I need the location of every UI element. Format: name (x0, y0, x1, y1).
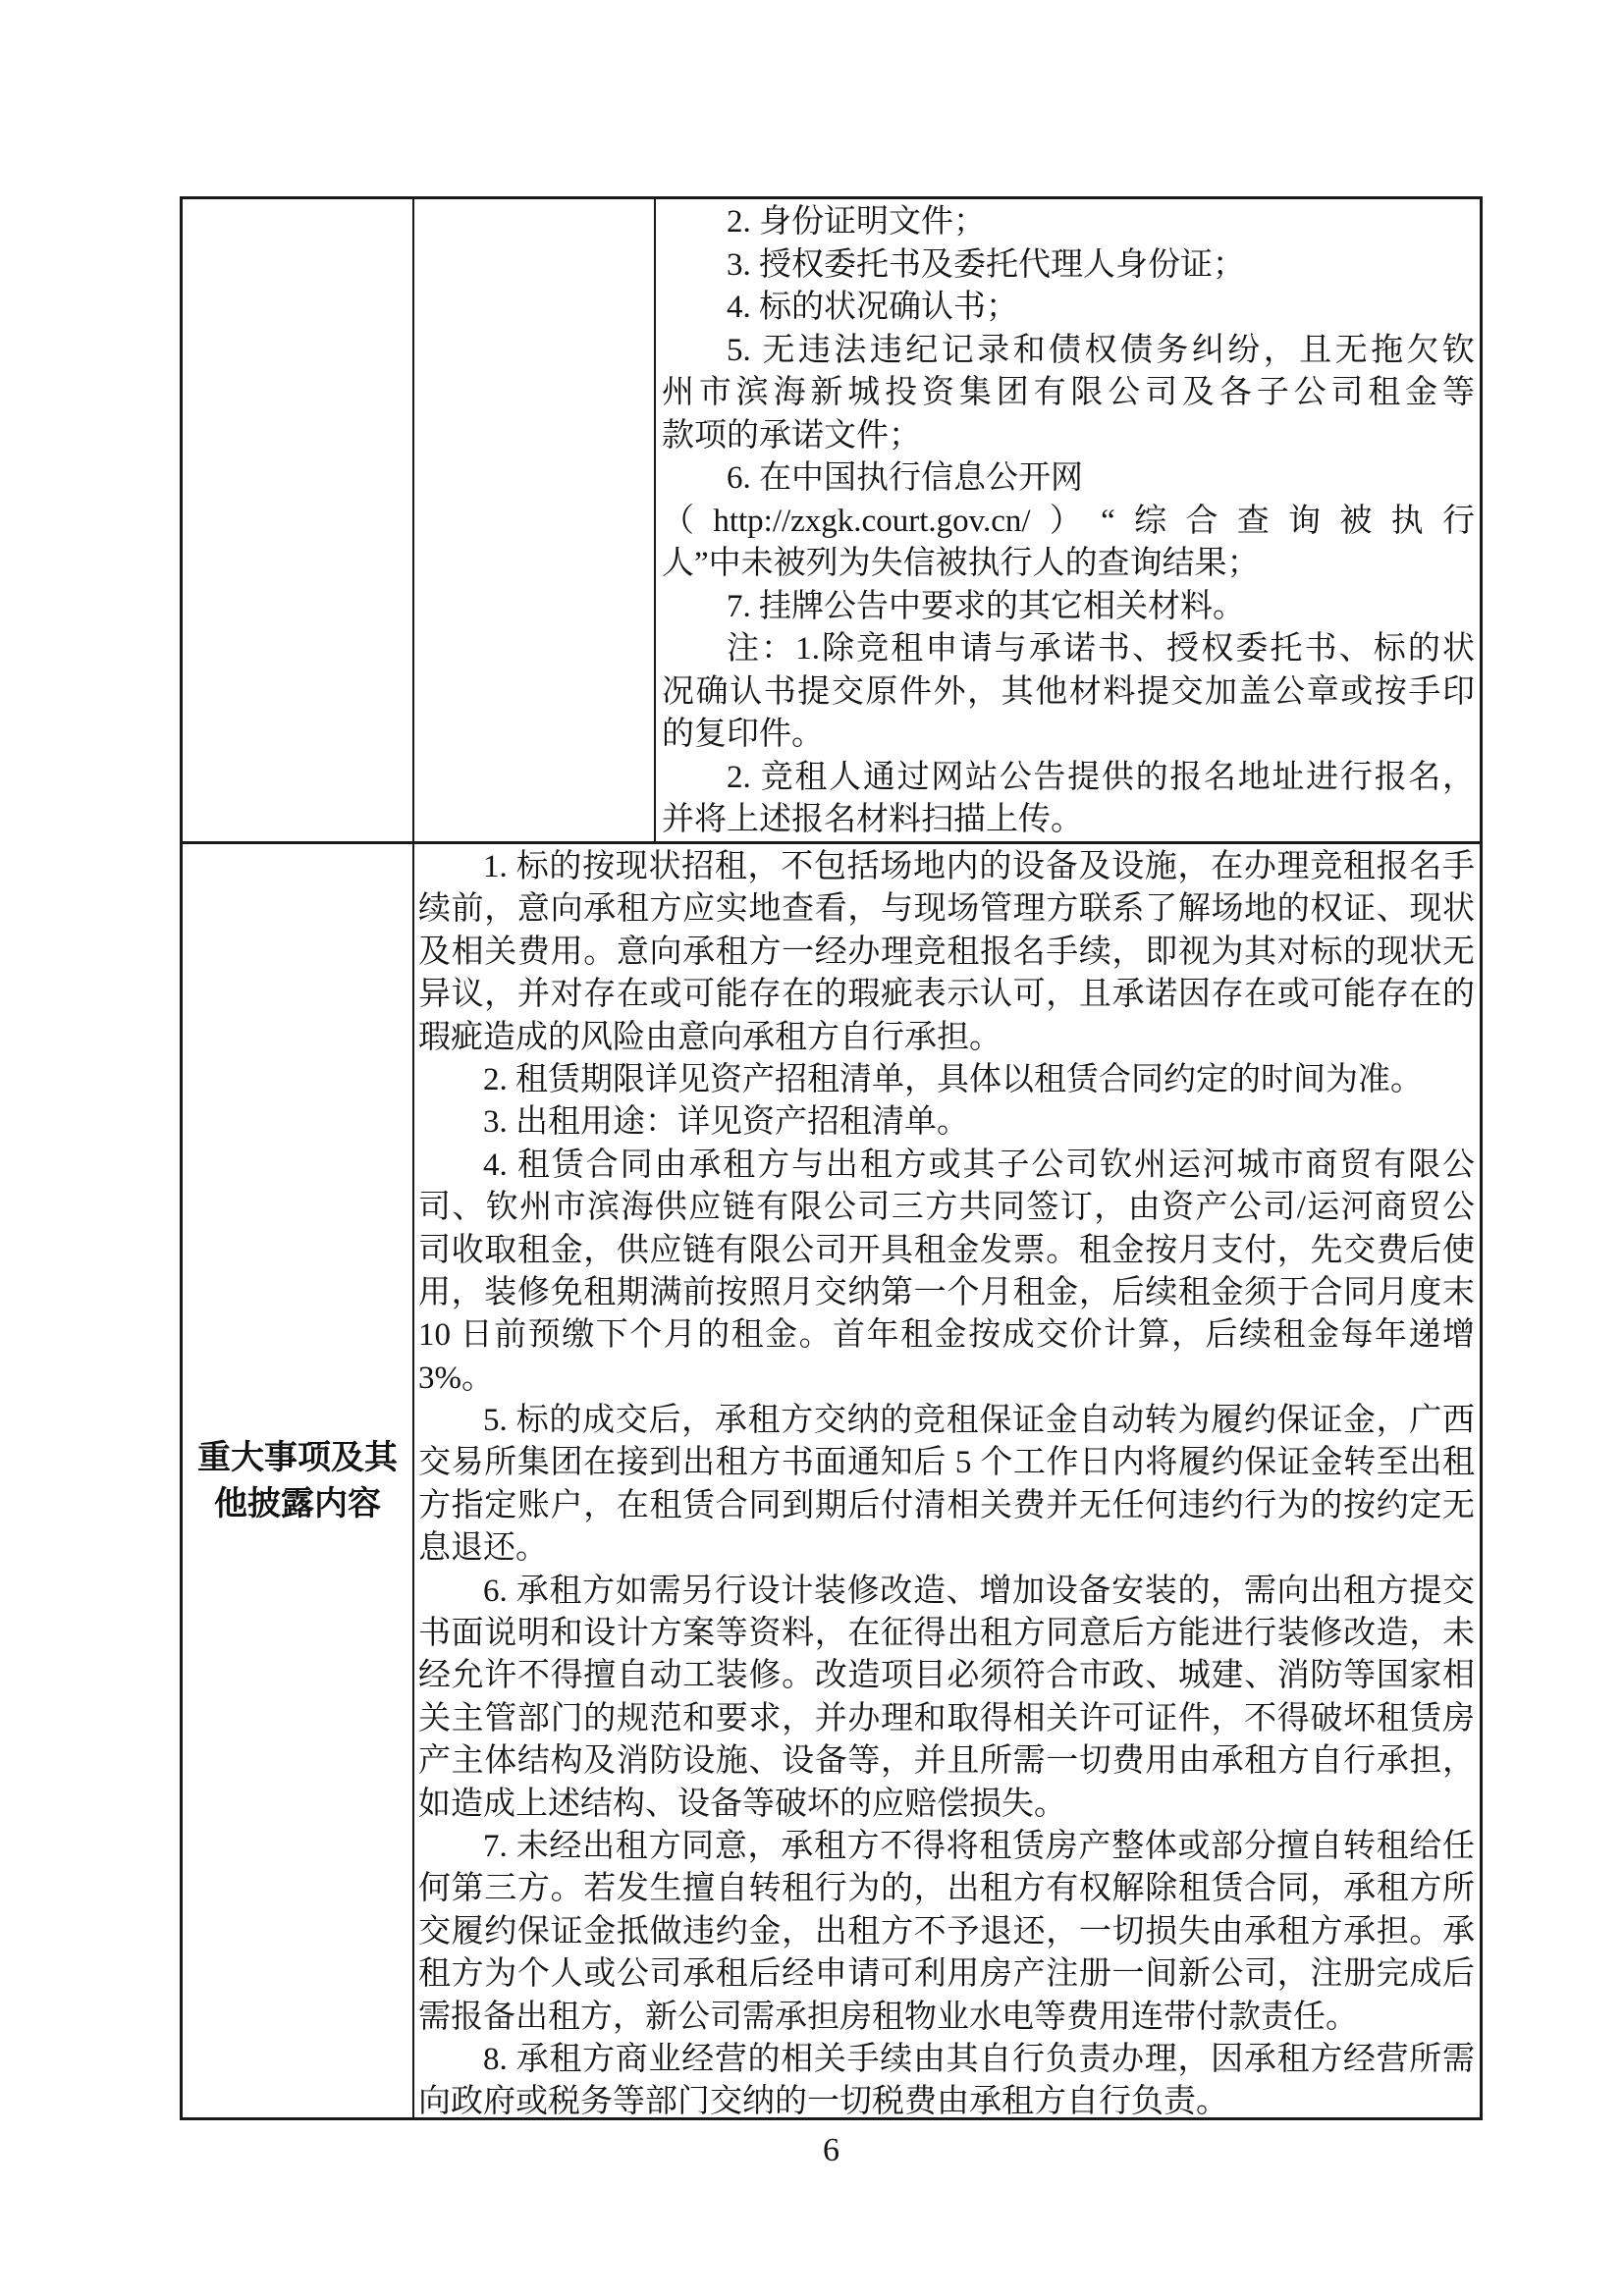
text-line: 司、钦州市滨海供应链有限公司三方共同签订，由资产公司/运河商贸公 (418, 1190, 1475, 1226)
text-line: 需报备出租方，新公司需承担房租物业水电等费用连带付款责任。 (418, 1999, 1358, 2035)
text-line: 如造成上述结构、设备等破坏的应赔偿损失。 (418, 1786, 1066, 1822)
text-line: 及相关费用。意向承租方一经办理竞租报名手续，即视为其对标的现状无 (418, 934, 1475, 970)
text-line: 7. 未经出租方同意，承租方不得将租赁房产整体或部分擅自转租给任 (483, 1828, 1475, 1864)
text-line: 5. 标的成交后，承租方交纳的竞租保证金自动转为履约保证金，广西 (483, 1403, 1475, 1439)
row-header-label: 重大事项及其 (197, 1438, 398, 1476)
text-line: 10 日前预缴下个月的租金。首年租金按成交价计算，后续租金每年递增 (418, 1317, 1475, 1354)
table-vertical-divider-2 (654, 199, 656, 841)
text-line: 产主体结构及消防设施、设备等，并且所需一切费用由承租方自行承担， (418, 1743, 1475, 1780)
text-line: 何第三方。若发生擅自转租行为的，出租方有权解除租赁合同，承租方所 (418, 1871, 1475, 1907)
text-line: 交履约保证金抵做违约金，出租方不予退还，一切损失由承租方承担。承 (418, 1913, 1475, 1949)
text-line: 7. 挂牌公告中要求的其它相关材料。 (727, 588, 1245, 624)
text-line: （http://zxgk.court.gov.cn/）“综合查询被执行 (662, 503, 1475, 539)
row-header-cell (183, 844, 412, 2117)
lower-row-content-cell (418, 846, 1475, 2124)
page-number: 6 (823, 2132, 839, 2168)
text-line: 息退还。 (418, 1530, 548, 1567)
text-line: 6. 在中国执行信息公开网 (727, 460, 1083, 496)
text-line: 瑕疵造成的风险由意向承租方自行承担。 (418, 1019, 1001, 1055)
text-line: 2. 租赁期限详见资产招租清单，具体以租赁合同约定的时间为准。 (483, 1061, 1423, 1097)
text-line: 5. 无违法违纪记录和债权债务纠纷，且无拖欠钦 (727, 332, 1475, 368)
text-line: 3. 授权委托书及委托代理人身份证； (727, 246, 1245, 283)
text-line: 1. 标的按现状招租，不包括场地内的设备及设施，在办理竞租报名手 (483, 849, 1475, 884)
text-line: 交易所集团在接到出租方书面通知后 5 个工作日内将履约保证金转至出租 (418, 1445, 1475, 1481)
text-line: 方指定账户，在租赁合同到期后付清相关费并无任何违约行为的按约定无 (418, 1487, 1475, 1523)
text-line: 8. 承租方商业经营的相关手续由其自行负责办理，因承租方经营所需 (483, 2041, 1475, 2077)
text-line: 州市滨海新城投资集团有限公司及各子公司租金等 (662, 375, 1475, 410)
text-line: 异议，并对存在或可能存在的瑕疵表示认可，且承诺因存在或可能存在的 (418, 977, 1475, 1013)
text-line: 租方为个人或公司承租后经申请可利用房产注册一间新公司，注册完成后 (418, 1956, 1475, 1993)
text-line: 3%。 (418, 1360, 494, 1396)
text-line: 向政府或税务等部门交纳的一切税费由承租方自行负责。 (418, 2084, 1228, 2120)
table-vertical-divider-1 (412, 199, 414, 2117)
text-line: 续前，意向承租方应实地查看，与现场管理方联系了解场地的权证、现状 (418, 891, 1475, 928)
text-line: 况确认书提交原件外，其他材料提交加盖公章或按手印 (662, 673, 1475, 710)
upper-row-content-cell (662, 201, 1475, 842)
text-line: 4. 租赁合同由承租方与出租方或其子公司钦州运河城市商贸有限公 (483, 1147, 1475, 1183)
text-line: 司收取租金，供应链有限公司开具租金发票。租金按月支付，先交费后使 (418, 1232, 1475, 1268)
text-line: 书面说明和设计方案等资料，在征得出租方同意后方能进行装修改造，未 (418, 1616, 1475, 1652)
text-line: 关主管部门的规范和要求，并办理和取得相关许可证件，不得破坏租赁房 (418, 1700, 1475, 1736)
text-line: 4. 标的状况确认书； (727, 290, 1018, 325)
text-line: 2. 身份证明文件； (727, 204, 986, 240)
disclosure-table (180, 196, 1483, 2120)
text-line: 人”中未被列为失信被执行人的查询结果； (662, 546, 1260, 581)
text-line: 经允许不得擅自动工装修。改造项目必须符合市政、城建、消防等国家相 (418, 1658, 1475, 1694)
text-line: 的复印件。 (662, 717, 824, 752)
text-line: 并将上述报名材料扫描上传。 (662, 802, 1083, 837)
text-line: 2. 竞租人通过网站公告提供的报名地址进行报名， (727, 759, 1475, 795)
text-line: 3. 出租用途：详见资产招租清单。 (483, 1104, 969, 1141)
row-header-label: 他披露内容 (214, 1484, 381, 1522)
text-line: 款项的承诺文件； (662, 417, 921, 454)
text-line: 用，装修免租期满前按照月交纳第一个月租金，后续租金须于合同月度末 (418, 1274, 1475, 1310)
text-line: 注：1.除竞租申请与承诺书、授权委托书、标的状 (727, 631, 1475, 667)
text-line: 6. 承租方如需另行设计装修改造、增加设备安装的，需向出租方提交 (483, 1573, 1475, 1609)
